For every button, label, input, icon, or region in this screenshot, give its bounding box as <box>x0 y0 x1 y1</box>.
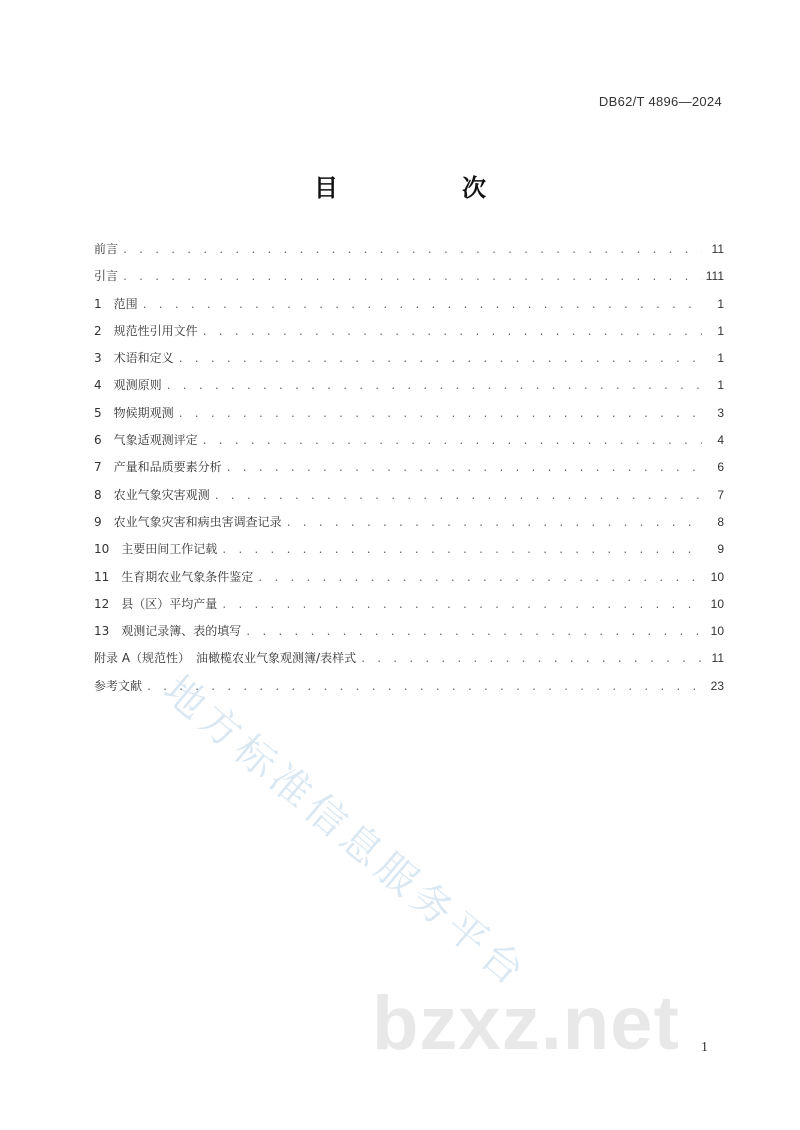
toc-entry-page: 10 <box>710 624 724 639</box>
toc-leader-dots <box>360 654 702 665</box>
toc-entry-label: 参考文献 <box>94 678 143 693</box>
toc-entry-page: 3 <box>717 405 724 420</box>
toc-entry[interactable] <box>94 513 724 540</box>
toc-leader-dots <box>146 682 702 693</box>
toc-entry-page: 11 <box>711 242 724 256</box>
toc-entry[interactable] <box>94 240 724 267</box>
toc-entry[interactable] <box>94 376 724 403</box>
watermark-site: bzxz.net <box>372 981 680 1066</box>
toc-entry[interactable] <box>94 540 724 567</box>
toc-leader-dots <box>142 300 702 311</box>
toc-entry[interactable] <box>94 568 724 595</box>
toc-entry-label: 5 物候期观测 <box>94 405 174 420</box>
toc-entry[interactable] <box>94 486 724 513</box>
toc-entry-page: 10 <box>710 569 724 584</box>
toc-leader-dots <box>245 627 702 638</box>
toc-entry[interactable] <box>94 267 724 294</box>
toc-entry-label: 附录 A（规范性） 油橄榄农业气象观测簿/表样式 <box>94 651 357 666</box>
toc-leader-dots <box>166 381 702 392</box>
toc-entry[interactable] <box>94 458 724 485</box>
toc-entry-label: 2 规范性引用文件 <box>94 323 198 338</box>
toc-entry[interactable] <box>94 295 724 322</box>
toc-entry-page: 1 <box>717 296 724 311</box>
toc-leader-dots <box>221 545 702 556</box>
toc-entry-label: 3 术语和定义 <box>94 351 174 366</box>
watermark-text: 地方标准信息服务平台 <box>154 666 537 998</box>
toc-entry-page: 7 <box>717 487 724 502</box>
toc-entry-label: 前言 <box>94 242 119 256</box>
toc-entry-label: 11 生育期农业气象条件鉴定 <box>94 569 254 584</box>
toc-entry-label: 12 县（区）平均产量 <box>94 596 218 611</box>
toc-leader-dots <box>202 436 702 447</box>
toc-entry-label: 6 气象适观测评定 <box>94 433 198 448</box>
toc-entry[interactable] <box>94 322 724 349</box>
toc-entry-label: 9 农业气象灾害和病虫害调查记录 <box>94 514 282 529</box>
page-number: 1 <box>701 1040 708 1055</box>
toc-entry-page: 1 <box>717 351 724 366</box>
toc-entry-page: 10 <box>710 596 724 611</box>
toc-leader-dots <box>178 409 702 420</box>
table-of-contents <box>94 240 724 704</box>
toc-leader-dots <box>257 573 702 584</box>
toc-entry-page: 11 <box>711 651 724 666</box>
toc-entry-page: 4 <box>717 433 724 448</box>
toc-leader-dots <box>221 600 702 611</box>
toc-entry-label: 10 主要田间工作记载 <box>94 542 218 557</box>
toc-entry-page: 1 <box>717 378 724 393</box>
toc-entry-page: 1 <box>717 323 724 338</box>
page-title: 目 次 <box>314 174 536 202</box>
toc-leader-dots <box>226 463 702 474</box>
toc-entry[interactable] <box>94 595 724 622</box>
toc-entry[interactable] <box>94 431 724 458</box>
toc-leader-dots <box>202 327 702 338</box>
toc-leader-dots <box>122 245 702 256</box>
toc-leader-dots <box>286 518 702 529</box>
toc-leader-dots <box>214 491 702 502</box>
toc-entry-label: 13 观测记录簿、表的填写 <box>94 624 242 639</box>
toc-leader-dots <box>122 272 702 283</box>
toc-entry[interactable] <box>94 349 724 376</box>
toc-entry-page: 111 <box>705 269 724 284</box>
toc-entry[interactable] <box>94 622 724 649</box>
toc-entry-label: 4 观测原则 <box>94 378 162 393</box>
toc-entry-page: 8 <box>717 514 724 529</box>
toc-entry[interactable] <box>94 404 724 431</box>
toc-entry-label: 引言 <box>94 269 119 284</box>
toc-entry-label: 7 产量和品质要素分析 <box>94 460 222 475</box>
document-code: DB62/T 4896—2024 <box>598 94 722 109</box>
toc-entry-label: 8 农业气象灾害观测 <box>94 487 210 502</box>
toc-entry-page: 9 <box>717 542 724 557</box>
toc-entry-page: 23 <box>710 678 724 693</box>
toc-leader-dots <box>178 354 702 365</box>
toc-entry-page: 6 <box>717 460 724 475</box>
toc-entry-label: 1 范围 <box>94 296 138 311</box>
